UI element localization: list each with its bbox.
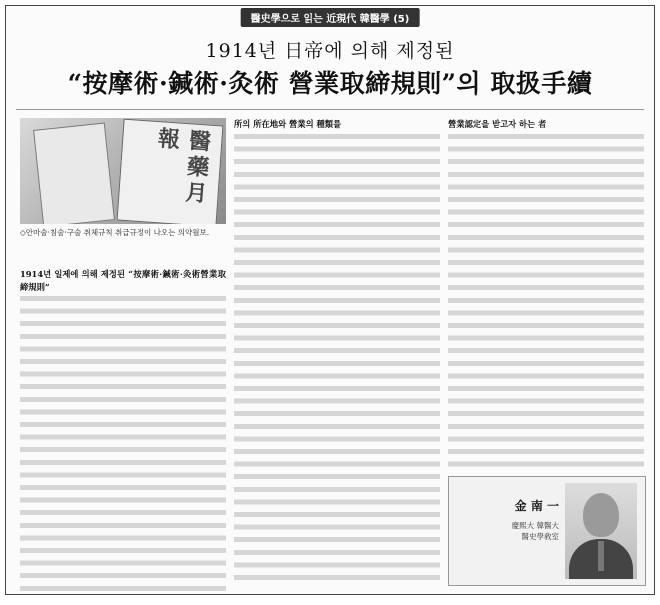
body-column-2: [234, 118, 440, 586]
series-banner: 醫史學으로 읽는 近現代 韓醫學 (5): [241, 8, 420, 27]
body-column-2-text: [234, 134, 440, 586]
portrait-tie: [598, 541, 604, 571]
author-box: [448, 476, 646, 586]
body-column-1-text: [20, 296, 226, 592]
body-column-1-lead: 1914년 일제에 의해 제정된 “按摩術·鍼術·灸術營業取締規則”: [20, 269, 226, 292]
photo-caption: ◇안마술·침술·구술 취체규칙 취급규정이 나오는 의약월보.: [20, 228, 210, 237]
headline-divider: [16, 109, 644, 110]
headline-subtitle: 1914년 日帝에 의해 제정된: [205, 40, 455, 62]
author-name: 金 南 一: [514, 499, 559, 513]
headline-title: “按摩術·鍼術·灸術 營業取締規則”의 取扱手續: [67, 69, 593, 98]
body-column-2-lead: 所의 所在地와 營業의 種類를: [234, 119, 342, 129]
article-page: [5, 5, 655, 595]
author-info: [459, 497, 559, 542]
photo-book-title: 醫藥月報: [153, 126, 213, 208]
photo-book-left: [33, 123, 115, 224]
body-column-3-text: [448, 134, 644, 468]
body-column-3: [448, 118, 644, 468]
portrait-head: [583, 493, 619, 537]
article-photo: [20, 118, 226, 224]
body-column-1: [20, 268, 226, 586]
author-affiliation-2: 醫史學敎室: [521, 532, 559, 541]
author-affiliation-1: 慶熙大 韓醫大: [511, 521, 559, 530]
author-portrait: [565, 483, 637, 579]
body-column-3-lead: 營業認定을 받고자 하는 者: [448, 119, 547, 129]
